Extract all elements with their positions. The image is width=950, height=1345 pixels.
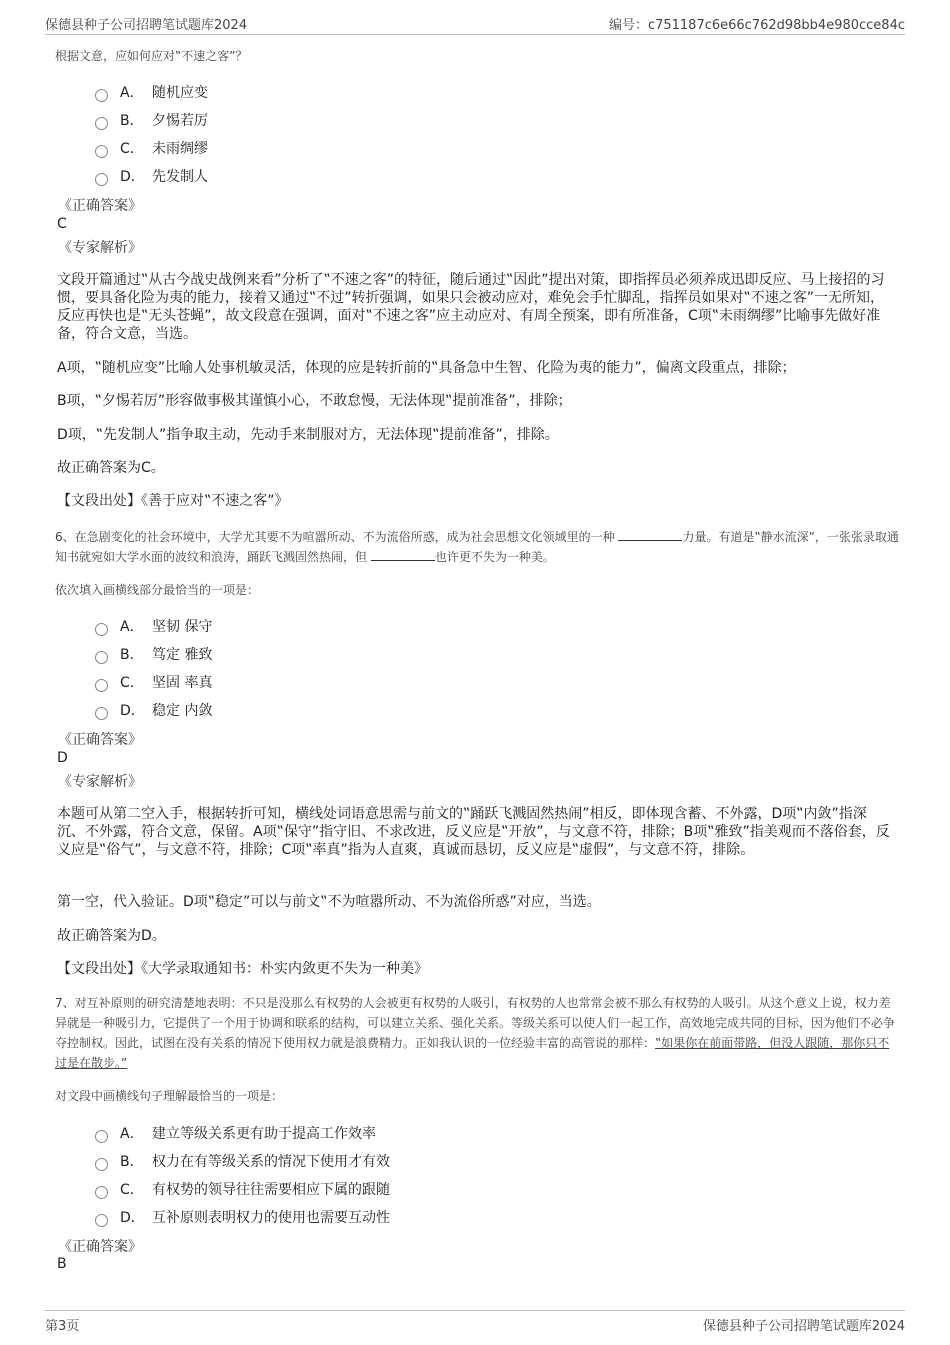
q6-option-a[interactable]: A． 坚韧 保守 [95, 612, 212, 640]
q5-prompt: 根据文意，应如何应对‟不速之客”？ [55, 49, 248, 63]
q5-analysis-p2: A项，‟随机应变”比喻人处事机敏灵活，体现的应是转折前的‟具备急中生智、化险为夷的能力”，偏离文段重点，排除； [57, 360, 796, 376]
q7-option-d[interactable]: D． 互补原则表明权力的使用也需要互动性 [95, 1203, 390, 1231]
q6-blank-1 [618, 528, 682, 541]
q5-answer: C [57, 216, 67, 232]
page-number: 第3页 [45, 1319, 80, 1334]
q7-text: 7、对互补原则的研究清楚地表明：不只是没那么有权势的人会被更有权势的人吸引，有权势的人也常常会被不那么有权势的人吸引。从这个意义上说，权力差异就是一种吸引力，它提供了一个用于协调和联系的结构，可以建立关系、强化关系。等级关系可以使人们一起工作，高效地完成共同的目标，因为他们不必争夺控制权。因此，试图在没有关系的情况下使用权力就是浪费精力。正如我认识的一位经验丰富的高管说的那样：‟如果你在前面带路，但没人跟随，那你只不过是在散步。” [55, 996, 896, 1070]
q7-underlined-sentence: ‟如果你在前面带路，但没人跟随，那你只不过是在散步。” [55, 1036, 890, 1070]
q7-options [95, 1119, 390, 1231]
q5-source: 【文段出处】《善于应对‟不速之客”》 [57, 493, 289, 509]
q5-analysis-p3: B项，‟夕惕若厉”形容做事极其谨慎小心，不敢怠慢，无法体现‟提前准备”，排除； [57, 393, 572, 409]
q6-options [95, 612, 212, 724]
q7-option-c[interactable]: C． 有权势的领导往往需要相应下属的跟随 [95, 1175, 390, 1203]
q6-text: 6、在急剧变化的社会环境中，大学尤其要不为喧嚣所动、不为流俗所惑，成为社会思想文化领域里的一种 力量。有道是‟静水流深”，一张张录取通知书就宛如大学水面的波纹和浪涛，踊跃飞溅固然热闹，但 也许更不失为一种美。 [55, 530, 899, 564]
q7-option-a[interactable]: A． 建立等级关系更有助于提高工作效率 [95, 1119, 390, 1147]
q6-prompt: 依次填入画横线部分最恰当的一项是： [55, 583, 260, 597]
radio-icon[interactable] [95, 651, 108, 664]
q6-answer-label: 《正确答案》 [58, 732, 142, 748]
radio-icon[interactable] [95, 145, 108, 158]
q7-answer-label: 《正确答案》 [58, 1239, 142, 1255]
header-title: 保德县种子公司招聘笔试题库2024 [45, 18, 248, 33]
header-doc-id: 编号：c751187c6e66c762d98bb4e980cce84c [608, 18, 905, 33]
q5-option-c[interactable]: C． 未雨绸缪 [95, 134, 208, 162]
radio-icon[interactable] [95, 1130, 108, 1143]
footer-title: 保德县种子公司招聘笔试题库2024 [702, 1319, 905, 1334]
q5-option-d[interactable]: D． 先发制人 [95, 162, 208, 190]
q6-option-c[interactable]: C． 坚固 率真 [95, 668, 212, 696]
radio-icon[interactable] [95, 707, 108, 720]
q5-analysis-label: 《专家解析》 [58, 240, 142, 256]
q7-answer: B [57, 1256, 67, 1272]
radio-icon[interactable] [95, 1186, 108, 1199]
radio-icon[interactable] [95, 1214, 108, 1227]
q6-analysis-label: 《专家解析》 [58, 774, 142, 790]
q5-analysis-p4: D项，‟先发制人”指争取主动，先动手来制服对方，无法体现‟提前准备”，排除。 [57, 427, 559, 443]
page-footer [45, 1310, 905, 1335]
q5-option-b[interactable]: B． 夕惕若厉 [95, 106, 208, 134]
radio-icon[interactable] [95, 679, 108, 692]
q5-analysis-p1: 文段开篇通过‟从古今战史战例来看”分析了‟不速之客”的特征，随后通过‟因此”提出对策，即指挥员必须养成迅即反应、马上接招的习惯，要具备化险为夷的能力，接着又通过‟不过”转折强调，如果只会被动应对，难免会手忙脚乱，指挥员如果对‟不速之客”一无所知，反应再快也是‟无头苍蝇”，故文段意在强调，面对‟不速之客”应主动应对、有周全预案，即有所准备，C项‟未雨绸缪”比喻事先做好准备，符合文意，当选。 [57, 272, 885, 342]
radio-icon[interactable] [95, 173, 108, 186]
radio-icon[interactable] [95, 1158, 108, 1171]
q6-analysis-p3: 故正确答案为D。 [57, 928, 166, 944]
q6-analysis-p1: 本题可从第二空入手，根据转折可知，横线处词语意思需与前文的‟踊跃飞溅固然热闹”相反，即体现含蓄、不外露，D项‟内敛”指深沉、不外露，符合文意，保留。A项‟保守”指守旧、不求改进，反义应是‟开放”，与文意不符，排除；B项‟雅致”指美观而不落俗套，反义应是‟俗气”，与文意不符，排除；C项‟率真”指为人直爽，真诚而恳切，反义应是‟虚假”，与文意不符，排除。 [57, 806, 890, 858]
q6-analysis-p2: 第一空，代入验证。D项‟稳定”可以与前文‟不为喧嚣所动、不为流俗所惑”对应，当选。 [57, 894, 601, 910]
q6-blank-2 [371, 548, 435, 561]
q6-answer: D [57, 750, 68, 766]
q5-options [95, 78, 208, 190]
radio-icon[interactable] [95, 89, 108, 102]
q6-option-b[interactable]: B． 笃定 雅致 [95, 640, 212, 668]
q6-source: 【文段出处】《大学录取通知书：朴实内敛更不失为一种美》 [57, 961, 428, 977]
q5-analysis-p5: 故正确答案为C。 [57, 460, 165, 476]
q7-option-b[interactable]: B． 权力在有等级关系的情况下使用才有效 [95, 1147, 390, 1175]
radio-icon[interactable] [95, 623, 108, 636]
page-header [45, 12, 905, 35]
radio-icon[interactable] [95, 117, 108, 130]
q6-option-d[interactable]: D． 稳定 内敛 [95, 696, 212, 724]
q5-option-a[interactable]: A． 随机应变 [95, 78, 208, 106]
q7-prompt: 对文段中画横线句子理解最恰当的一项是： [55, 1089, 284, 1103]
q5-answer-label: 《正确答案》 [58, 198, 142, 214]
